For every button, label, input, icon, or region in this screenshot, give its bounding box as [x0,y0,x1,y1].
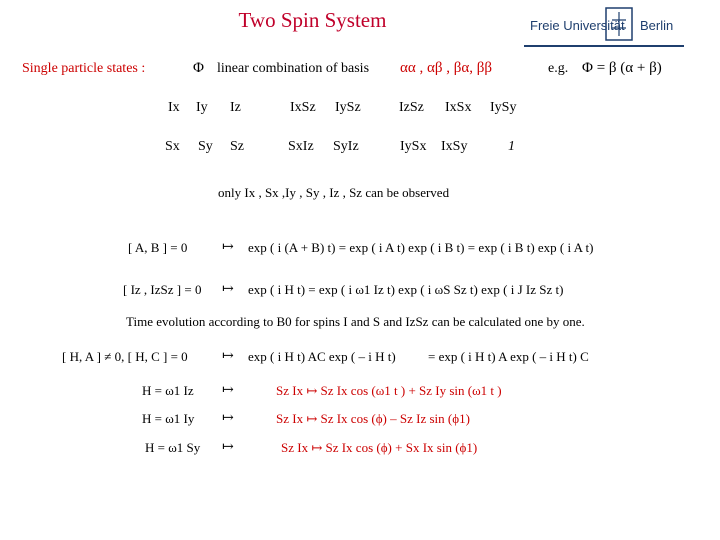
sandwich-exp: exp ( i H t) AC exp ( – i H t) [248,349,396,364]
operator: SyIz [333,139,359,154]
operator: Sz [230,139,244,154]
operator: IzSz [399,100,424,115]
operator: SxIz [288,139,314,154]
commutator-h: [ H, A ] ≠ 0, [ H, C ] = 0 [62,349,188,364]
operator: Iz [230,100,241,115]
basis-states: αα , αβ , βα, ββ [400,60,492,76]
maps-to-arrow: ↦ [222,411,234,426]
logo-city-text: Berlin [640,18,674,33]
operator: IxSy [441,139,468,154]
rotation-result: Sz Ix ↦ Sz Ix cos (ω1 t ) + Sz Iy sin (ω1 t ) [276,383,502,398]
operator: Iy [196,100,208,115]
exp-factorization: exp ( i (A + B) t) = exp ( i A t) exp ( i B t) = exp ( i B t) exp ( i A t) [248,240,594,255]
sandwich-exp-result: = exp ( i H t) A exp ( – i H t) C [428,349,589,364]
commutator-iz-izsz: [ Iz , IzSz ] = 0 [123,282,202,297]
operator: Sx [165,139,180,154]
operator: Sy [198,139,213,154]
example-formula: Φ = β (α + β) [582,60,662,76]
hamiltonian: H = ω1 Iy [142,411,195,426]
logo-divider [524,45,684,47]
observables-note: only Ix , Sx ,Iy , Sy , Iz , Sz can be observed [218,185,450,200]
commutator-ab: [ A, B ] = 0 [128,240,188,255]
operator: IySx [400,139,427,154]
hamiltonian: H = ω1 Sy [145,440,201,455]
maps-to-arrow: ↦ [222,240,234,255]
operator: IySz [335,100,361,115]
linear-combination-text: linear combination of basis [217,61,370,76]
single-particle-label: Single particle states : [22,61,146,76]
operator: IySy [490,100,517,115]
operator: Ix [168,100,180,115]
operator: IxSz [290,100,316,115]
time-evolution-note: Time evolution according to B0 for spins I and S and IzSz can be calculated one by one. [126,314,585,329]
university-logo-text: Freie Universität [530,18,625,33]
hamiltonian: H = ω1 Iz [142,383,194,398]
maps-to-arrow: ↦ [222,440,234,455]
page-title: Two Spin System [238,8,387,32]
rotation-result: Sz Ix ↦ Sz Ix cos (ϕ) – Sz Iz sin (ϕ1) [276,411,470,426]
example-label: e.g. [548,61,569,76]
phi-symbol: Φ [193,60,204,76]
maps-to-arrow: ↦ [222,282,234,297]
operator: 1 [508,139,515,154]
university-seal-icon [604,6,634,42]
maps-to-arrow: ↦ [222,383,234,398]
rotation-result: Sz Ix ↦ Sz Ix cos (ϕ) + Sx Ix sin (ϕ1) [281,440,478,455]
operator: IxSx [445,100,472,115]
hamiltonian-exp: exp ( i H t) = exp ( i ω1 Iz t) exp ( i ωS Sz t) exp ( i J Iz Sz t) [248,282,564,297]
maps-to-arrow: ↦ [222,349,234,364]
